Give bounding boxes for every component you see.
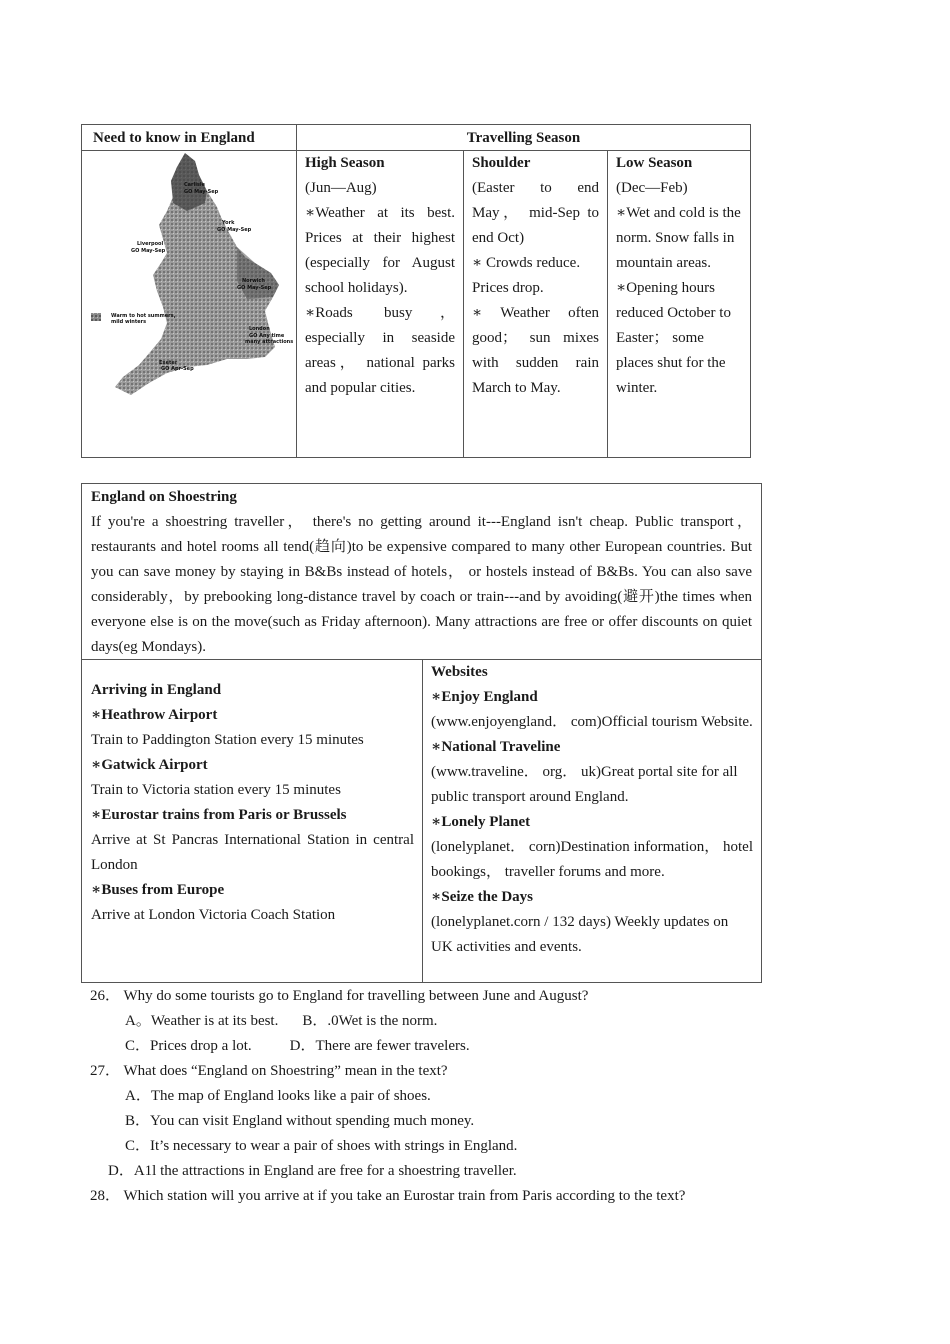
shoulder-prices: Prices drop. (472, 280, 544, 296)
websites-title: Websites (431, 664, 488, 680)
question-27-option-c: C．It’s necessary to wear a pair of shoes with strings in England. (125, 1138, 518, 1154)
shoulder-weather: ∗ Weather often good； sun mixes with sudden rain March to May. (472, 305, 599, 396)
website-national-traveline-desc: (www.traveline． org． uk)Great portal site for all public transport around England. (431, 764, 738, 805)
high-season-title: High Season (305, 155, 385, 171)
need-to-know-header: Need to know in England (82, 125, 297, 151)
arriving-gatwick-desc: Train to Victoria station every 15 minutes (91, 782, 341, 798)
travelling-season-header: Travelling Season (297, 125, 750, 151)
low-season-column (608, 151, 750, 457)
question-27-option-d: D．A1l the attractions in England are free for a shoestring traveller. (108, 1163, 517, 1179)
question-26: 26． Why do some tourists go to England for travelling between June and August? (90, 988, 589, 1004)
svg-text:GO May-Sep: GO May-Sep (131, 248, 166, 254)
arriving-heathrow-desc: Train to Paddington Station every 15 minutes (91, 732, 364, 748)
shoulder-crowds: ∗ Crowds reduce. (472, 255, 581, 271)
svg-text:GO May-Sep: GO May-Sep (237, 285, 272, 291)
option-c: C． (125, 1038, 151, 1054)
arriving-title: Arriving in England (91, 682, 222, 698)
low-season-weather: ∗Wet and cold is the norm. Snow falls in mountain areas. (616, 205, 741, 271)
svg-text:Carlisle: Carlisle (184, 182, 206, 188)
option-a: A。 (125, 1013, 151, 1029)
question-28: 28． Which station will you arrive at if you take an Eurostar train from Paris according to the text? (90, 1188, 686, 1204)
option-b: B． (302, 1013, 328, 1029)
website-enjoy-england-desc: (www.enjoyengland． com)Official tourism Website. (431, 714, 753, 730)
questions-section (90, 984, 770, 1209)
arriving-buses-desc: Arrive at London Victoria Coach Station (91, 907, 336, 923)
low-season-dates: (Dec—Feb) (616, 180, 688, 196)
svg-text:GO Apr-Sep: GO Apr-Sep (161, 366, 194, 372)
arriving-gatwick: ∗ Gatwick Airport (91, 753, 414, 778)
england-map-icon (87, 151, 293, 401)
website-national-traveline: ∗ National Traveline (431, 735, 753, 760)
high-season-weather: ∗Weather at its best. Prices at their highest (especially for August school holidays). (305, 205, 455, 296)
website-enjoy-england: ∗ Enjoy England (431, 685, 753, 710)
svg-text:many attractions: many attractions (245, 339, 293, 345)
svg-text:GO May-Sep: GO May-Sep (217, 227, 252, 233)
question-27-option-b: B．You can visit England without spending much money. (125, 1113, 475, 1129)
shoulder-dates: (Easter to end May， mid-Sep to end Oct) (472, 180, 599, 246)
shoestring-section (82, 484, 761, 660)
low-season-hours: ∗Opening hours reduced October to Easter； some places shut for the winter. (616, 280, 731, 396)
question-26-options-ab: A。Weather is at its best. B．.0Wet is the norm. (125, 1013, 438, 1029)
high-season-column (297, 151, 463, 457)
website-seize-the-days: ∗ Seize the Days (431, 885, 753, 910)
svg-text:GO Any time: GO Any time (249, 333, 285, 339)
svg-text:Warm to hot summers,: Warm to hot summers, (111, 313, 176, 319)
option-d: D． (289, 1038, 316, 1054)
arriving-eurostar-desc: Arrive at St Pancras International Station in central London (91, 832, 414, 873)
shoestring-body: If you're a shoestring traveller， there's no getting around it---England isn't cheap. Public transport， restaurants and hotel rooms all tend(趋向)to be expensive compared to many other European countries. But you can save money by staying in B&Bs instead of hotels， or hostels instead of B&Bs. You can also save considerably，by prebooking long-distance travel by coach or train---and by avoiding(避开)the times when everyone else is on the move(such as Friday afternoon). Many attractions are free or offer discounts on quiet days(eg Mondays). (91, 514, 752, 655)
info-table (81, 483, 762, 983)
arriving-eurostar: ∗ Eurostar trains from Paris or Brussels (91, 803, 414, 828)
svg-text:Exeter: Exeter (159, 360, 178, 366)
svg-text:GO May-Sep: GO May-Sep (184, 189, 219, 195)
shoulder-title: Shoulder (472, 155, 531, 171)
svg-text:mild winters: mild winters (111, 319, 147, 325)
shoulder-season-column (464, 151, 607, 457)
website-lonely-planet: ∗ Lonely Planet (431, 810, 753, 835)
arriving-section (82, 660, 422, 982)
websites-section (423, 660, 761, 982)
high-season-dates: (Jun—Aug) (305, 180, 377, 196)
svg-text:York: York (222, 220, 235, 226)
question-27-option-a: A．The map of England looks like a pair of shoes. (125, 1088, 431, 1104)
arriving-buses: ∗ Buses from Europe (91, 878, 414, 903)
svg-text:Norwich: Norwich (242, 278, 265, 284)
website-lonely-planet-desc: (lonelyplanet． corn)Destination information， hotel bookings， traveller forums and more. (431, 839, 754, 880)
website-seize-the-days-desc: (lonelyplanet.corn / 132 days) Weekly updates on UK activities and events. (431, 914, 729, 955)
svg-text:Liverpool: Liverpool (137, 241, 164, 247)
high-season-roads: ∗Roads busy， especially in seaside areas， national parks and popular cities. (305, 305, 455, 396)
travelling-season-table (81, 124, 751, 458)
england-map-image (87, 151, 293, 401)
question-26-options-cd: C．Prices drop a lot. D．There are fewer travelers. (125, 1038, 470, 1054)
question-27: 27． What does “England on Shoestring” mean in the text? (90, 1063, 448, 1079)
shoestring-title: England on Shoestring (91, 489, 237, 505)
arriving-heathrow: ∗ Heathrow Airport (91, 703, 414, 728)
svg-text:London: London (249, 326, 270, 332)
low-season-title: Low Season (616, 155, 693, 171)
